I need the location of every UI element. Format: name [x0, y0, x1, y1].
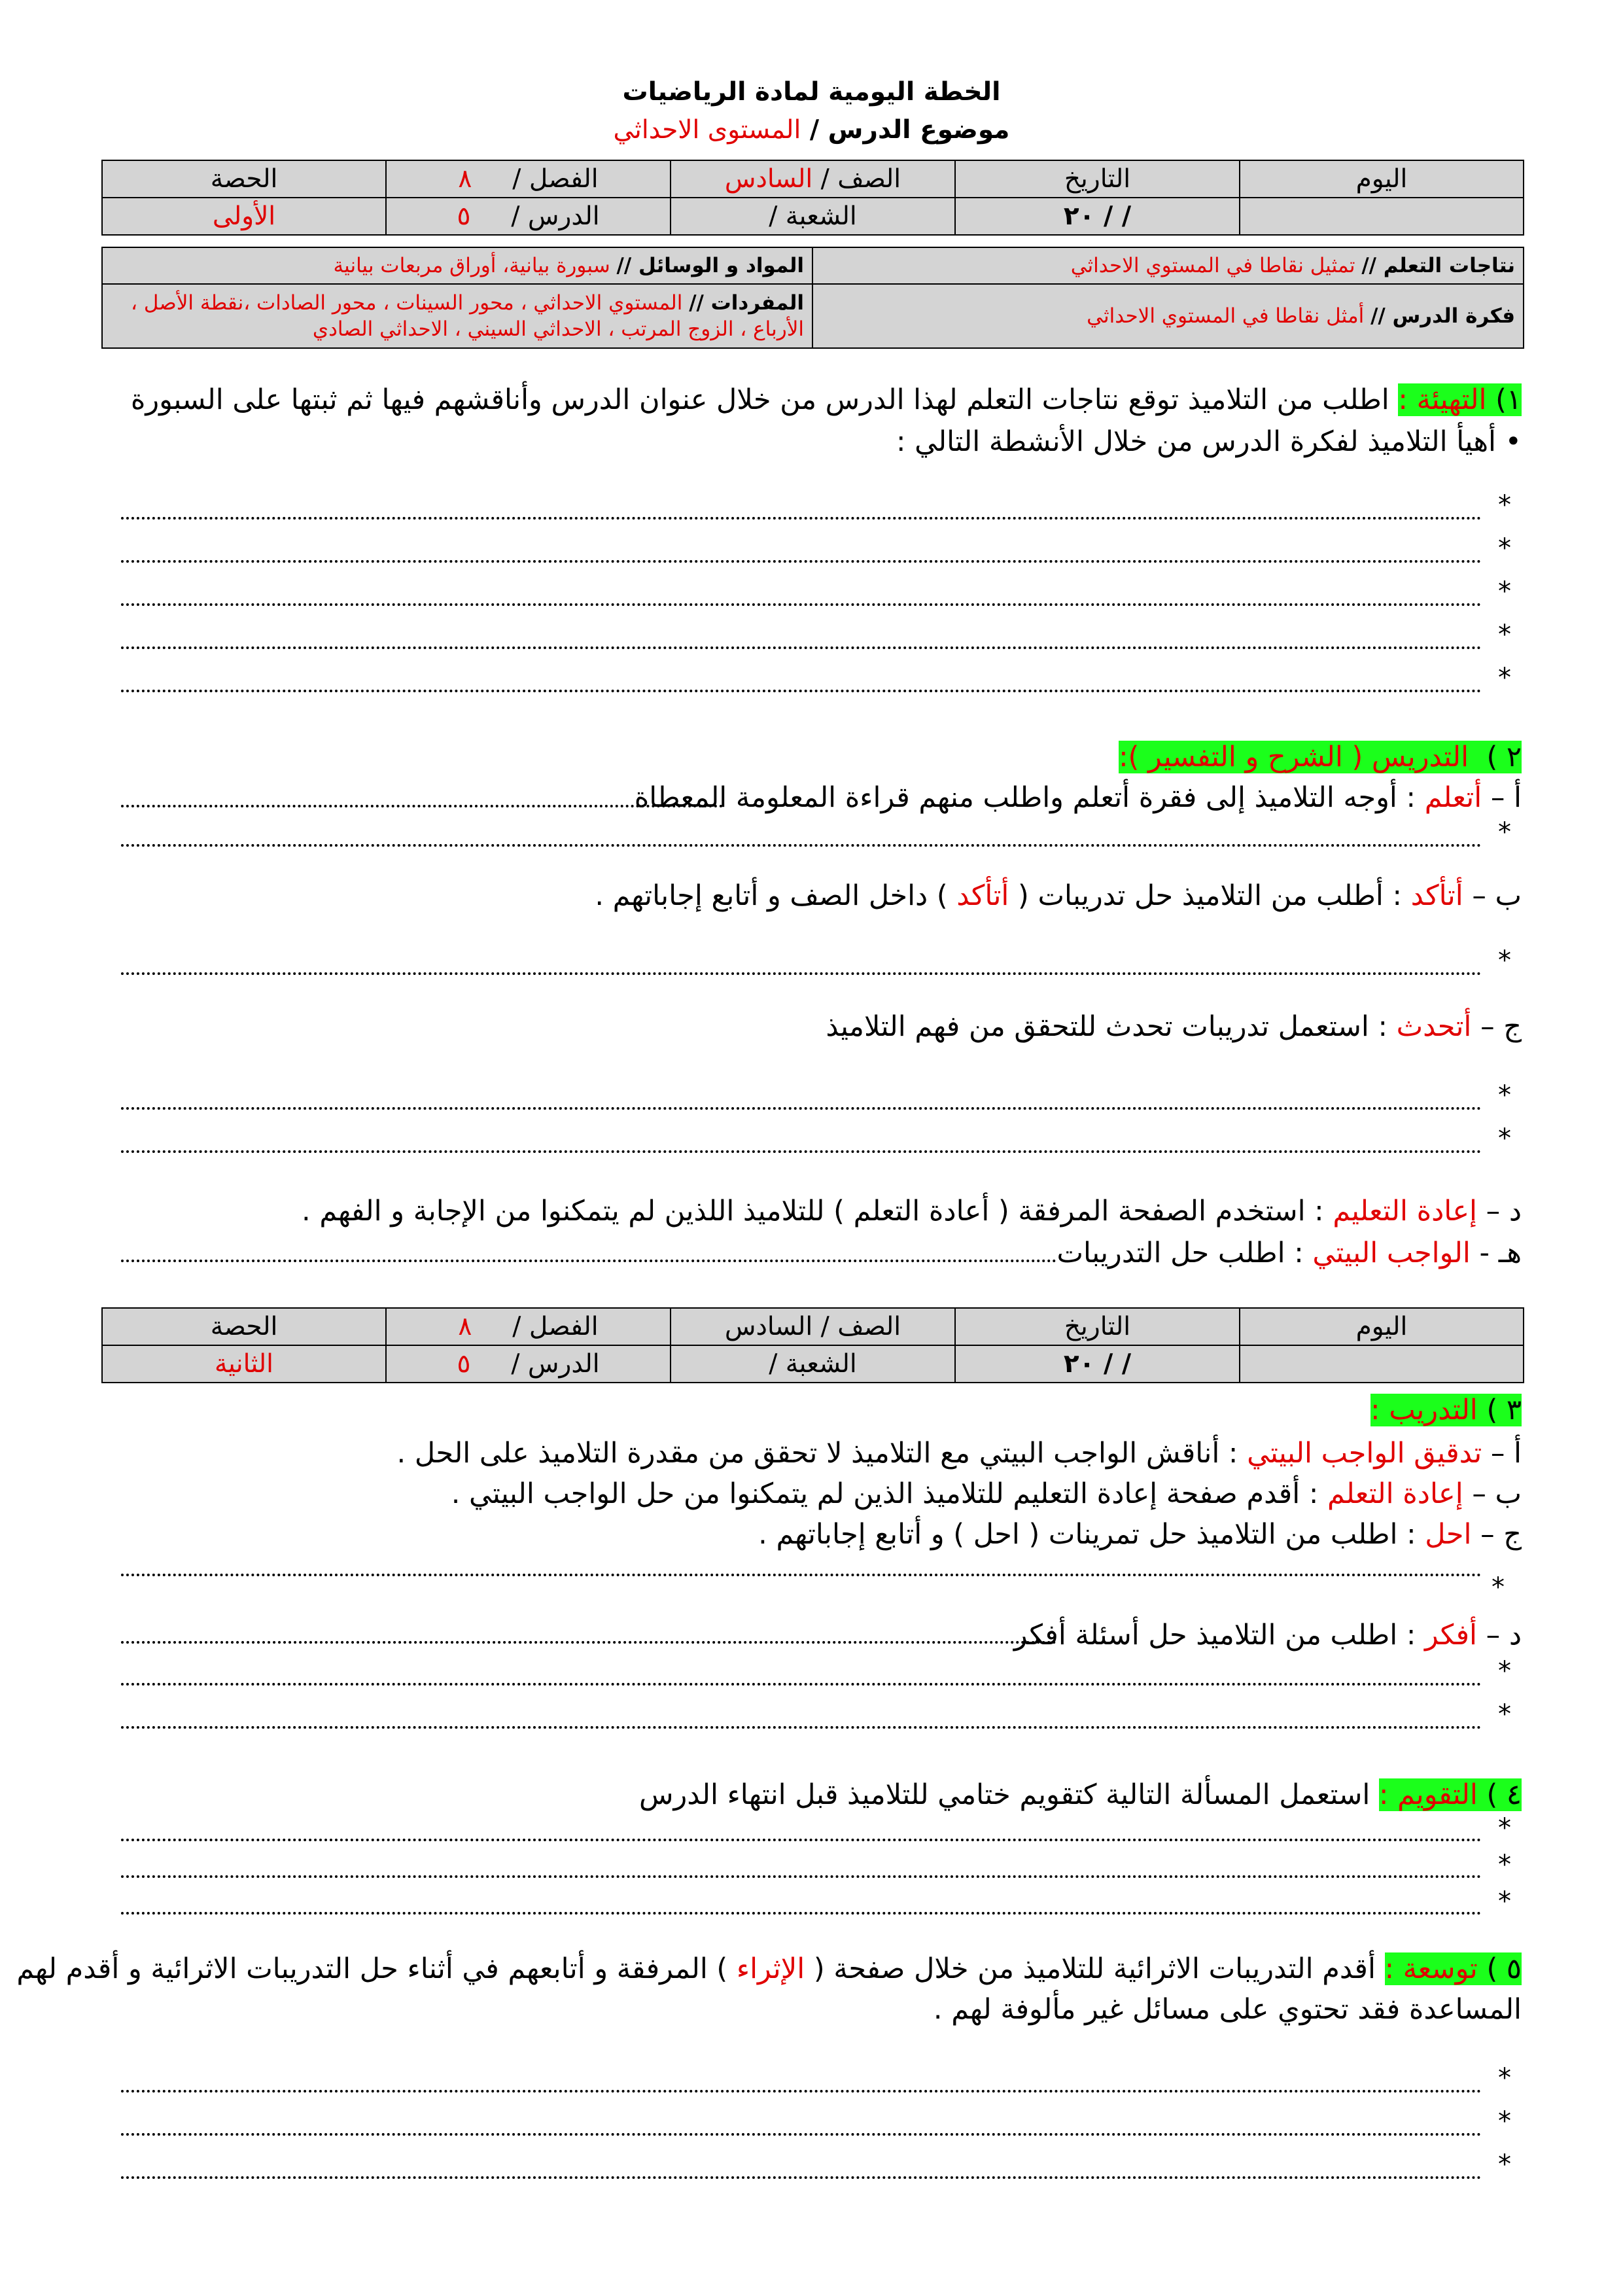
practice-title: التدريب : — [1370, 1394, 1478, 1426]
item-key: الواجب البيتي — [1312, 1237, 1471, 1269]
teaching-item-d — [302, 1191, 1522, 1231]
item-key: إعادة التعلم — [1327, 1477, 1463, 1510]
assessment-text: استعمل المسألة التالية كتقويم ختامي للتلاميذ قبل انتهاء الدرس — [639, 1778, 1370, 1811]
topic-value: المستوى الاحداثي — [613, 115, 801, 145]
star-marker: * — [1498, 1850, 1511, 1880]
answer-line — [121, 560, 1482, 563]
outcomes-value: تمثيل نقاطا في المستوي الاحداثي — [1070, 254, 1355, 277]
teaching-item-e — [1057, 1233, 1522, 1273]
period-value: الثانية — [102, 1345, 386, 1383]
item-text: : استخدم الصفحة المرفقة ( أعادة التعلم ) للتلاميذ اللذين لم يتمكنوا من الإجابة و الفهم . — [302, 1195, 1324, 1227]
answer-line — [121, 844, 1482, 847]
item-key: أتعلم — [1424, 781, 1482, 814]
bullet-icon: • — [1505, 425, 1522, 458]
period-label: الحصة — [102, 160, 386, 198]
period-value: الأولى — [102, 198, 386, 235]
extension-heading — [1385, 1952, 1522, 1985]
extension-text: ) المرفقة و أتابعهم في أثناء حل التدريبات الاثرائية و أقدم لهم — [16, 1952, 728, 1985]
star-marker: * — [1498, 576, 1511, 607]
item-prefix: ب – — [1472, 879, 1522, 912]
grade-cell — [671, 160, 955, 198]
star-marker: * — [1498, 1699, 1511, 1729]
chapter-cell — [386, 160, 671, 198]
section-teaching — [1119, 737, 1522, 777]
star-marker: * — [1498, 2149, 1511, 2180]
section-assessment — [639, 1775, 1522, 1815]
star-marker: * — [1498, 945, 1511, 976]
teaching-number: ٢ ) — [1486, 741, 1522, 773]
item-key: إعادة التعليم — [1333, 1195, 1477, 1227]
practice-item-b — [451, 1474, 1522, 1514]
item-text: : أوجه التلاميذ إلى فقرة أتعلم واطلب منهم قراءة المعلومة المعطاة — [634, 781, 1416, 814]
practice-item-a — [397, 1433, 1522, 1474]
star-marker: * — [1492, 1572, 1505, 1602]
answer-line — [121, 805, 723, 807]
section-practice — [1370, 1390, 1522, 1430]
star-marker: * — [1498, 817, 1511, 847]
answer-line — [121, 1641, 1056, 1644]
item-prefix: د – — [1486, 1619, 1522, 1651]
grade-label: الصف / — [820, 164, 901, 194]
materials-cell — [102, 247, 812, 284]
outcomes-cell — [812, 247, 1524, 284]
materials-value: سبورة بيانية، أوراق مربعات بيانية — [333, 254, 610, 277]
item-prefix: هـ - — [1479, 1237, 1522, 1269]
answer-line — [121, 1574, 1482, 1576]
idea-cell — [812, 284, 1524, 348]
extension-text: أقدم التدريبات الاثرائية للتلاميذ من خلال صفحة ( — [813, 1952, 1376, 1985]
idea-value: أمثل نقاطا في المستوي الاحداثي — [1087, 304, 1365, 328]
chapter-value: ٨ — [458, 1312, 472, 1341]
lesson-cell — [386, 198, 671, 235]
date-label: التاريخ — [955, 160, 1240, 198]
star-marker: * — [1498, 663, 1511, 693]
idea-label: فكرة الدرس // — [1370, 304, 1515, 328]
answer-line — [121, 1839, 1482, 1841]
section-warmup — [96, 380, 1522, 420]
item-text: : اطلب حل التدريبات — [1056, 1237, 1304, 1269]
chapter-label: الفصل / — [512, 1312, 599, 1341]
lesson-value: ٥ — [457, 202, 471, 231]
vocab-label: المفردات // — [689, 291, 804, 315]
assessment-number: ٤ ) — [1486, 1778, 1522, 1811]
item-prefix: ج – — [1480, 1010, 1522, 1043]
answer-line — [121, 1912, 1482, 1915]
date-label: التاريخ — [955, 1308, 1240, 1345]
item-key: أفكر — [1425, 1619, 1477, 1651]
item-text: : أناقش الواجب البيتي مع التلاميذ لا تحقق من مقدرة التلاميذ على الحل . — [396, 1437, 1238, 1470]
item-prefix: ج – — [1480, 1518, 1522, 1551]
extension-line-2: المساعدة فقد تحتوي على مسائل غير مألوفة لهم . — [933, 1993, 1522, 2026]
page-title: الخطة اليومية لمادة الرياضيات — [622, 77, 1001, 107]
star-marker: * — [1498, 1123, 1511, 1154]
warmup-text: اطلب من التلاميذ توقع نتاجات التعلم لهذا الدرس من خلال عنوان الدرس وأناقشهم فيها ثم ثبتها على السبورة — [130, 383, 1389, 416]
grade-label: الصف / السادس — [671, 1308, 955, 1345]
warmup-activities-text: أهيأ التلاميذ لفكرة الدرس من خلال الأنشطة التالي : — [896, 425, 1496, 458]
lesson-meta-table — [101, 247, 1524, 349]
item-prefix: ب – — [1472, 1477, 1522, 1510]
item-prefix: أ – — [1490, 1437, 1522, 1470]
date-value: / / ٢٠ — [955, 1345, 1240, 1383]
item-prefix: د – — [1486, 1195, 1522, 1227]
item-key: احل — [1425, 1518, 1472, 1551]
answer-line — [121, 1683, 1482, 1686]
item-prefix: أ – — [1490, 781, 1522, 814]
star-marker: * — [1498, 1656, 1511, 1686]
vocab-cell — [102, 284, 812, 348]
answer-line — [121, 1726, 1482, 1729]
lesson-topic — [0, 115, 1623, 145]
answer-line — [121, 1875, 1482, 1878]
topic-label: موضوع الدرس / — [809, 115, 1010, 145]
date-value: / / ٢٠ — [955, 198, 1240, 235]
practice-item-c — [758, 1514, 1522, 1555]
lesson-value: ٥ — [457, 1349, 471, 1379]
answer-line — [121, 1260, 1056, 1262]
star-marker: * — [1498, 2106, 1511, 2136]
warmup-heading — [1398, 383, 1522, 416]
answer-line — [121, 646, 1482, 649]
schedule-table-2 — [101, 1307, 1524, 1383]
warmup-number: ١) — [1495, 383, 1522, 416]
item-text: : اطلب من التلاميذ حل أسئلة أفكر — [1013, 1619, 1416, 1651]
item-text: : استعمل تدريبات تحدث للتحقق من فهم التلاميذ — [826, 1010, 1387, 1043]
day-value — [1240, 1345, 1524, 1383]
chapter-value: ٨ — [458, 164, 472, 194]
day-value — [1240, 198, 1524, 235]
star-marker: * — [1498, 620, 1511, 650]
star-marker: * — [1498, 533, 1511, 563]
extension-title: توسعة : — [1384, 1952, 1478, 1985]
item-text: : أقدم صفحة إعادة التعليم للتلاميذ الذين لم يتمكنوا من حل الواجب البيتي . — [451, 1477, 1319, 1510]
materials-label: المواد و الوسائل // — [616, 254, 804, 277]
answer-line — [121, 690, 1482, 692]
answer-line — [121, 1150, 1482, 1153]
star-marker: * — [1498, 490, 1511, 520]
vocab-value: المستوي الاحداثي ، محور السينات ، محور الصادات ،نقطة الأصل ، الأرباع ، الزوج المرتب ، الاحداثي السيني ، الاحداثي الصادي — [131, 291, 804, 341]
item-text: ) داخل الصف و أتابع إجاباتهم . — [595, 879, 948, 912]
star-marker: * — [1498, 1080, 1511, 1110]
outcomes-label: نتاجات التعلم // — [1361, 254, 1515, 277]
section-label: الشعبة / — [671, 198, 955, 235]
extension-number: ٥ ) — [1486, 1952, 1522, 1985]
answer-line — [121, 2133, 1482, 2136]
item-key: أتأكد — [956, 879, 1009, 912]
answer-line — [121, 517, 1482, 520]
warmup-bullet-line — [896, 421, 1522, 462]
teaching-heading — [1119, 741, 1522, 773]
item-key: أتأكد — [1410, 879, 1463, 912]
schedule-table-1 — [101, 160, 1524, 236]
answer-line — [121, 603, 1482, 606]
item-key: أتحدث — [1396, 1010, 1472, 1043]
answer-line — [121, 1107, 1482, 1110]
lesson-label: الدرس / — [511, 202, 600, 231]
item-text: : اطلب من التلاميذ حل تمرينات ( احل ) و أتابع إجاباتهم . — [758, 1518, 1416, 1551]
extension-key: الإثراء — [736, 1952, 805, 1985]
lesson-cell — [386, 1345, 671, 1383]
answer-line — [121, 972, 1482, 975]
chapter-cell — [386, 1308, 671, 1345]
day-label: اليوم — [1240, 160, 1524, 198]
teaching-item-c — [826, 1006, 1522, 1047]
answer-line — [121, 2176, 1482, 2179]
answer-line — [121, 2090, 1482, 2093]
practice-heading — [1370, 1394, 1522, 1426]
period-label: الحصة — [102, 1308, 386, 1345]
day-label: اليوم — [1240, 1308, 1524, 1345]
practice-number: ٣ ) — [1486, 1394, 1522, 1426]
section-label: الشعبة / — [671, 1345, 955, 1383]
teaching-item-a — [635, 777, 1522, 818]
teaching-title: التدريس ( الشرح و التفسير ): — [1119, 741, 1469, 773]
assessment-title: التقويم : — [1379, 1778, 1478, 1811]
section-extension — [16, 1949, 1522, 1989]
practice-item-d — [1014, 1615, 1522, 1655]
star-marker: * — [1498, 1886, 1511, 1916]
warmup-title: التهيئة : — [1398, 383, 1487, 416]
teaching-item-b — [595, 875, 1522, 916]
star-marker: * — [1498, 1813, 1511, 1843]
star-marker: * — [1498, 2063, 1511, 2093]
chapter-label: الفصل / — [512, 164, 599, 194]
item-key: تدقيق الواجب البيتي — [1247, 1437, 1482, 1470]
assessment-heading — [1379, 1778, 1522, 1811]
item-text: : أطلب من التلاميذ حل تدريبات ( — [1018, 879, 1402, 912]
lesson-label: الدرس / — [511, 1349, 600, 1379]
grade-value: السادس — [724, 164, 813, 194]
